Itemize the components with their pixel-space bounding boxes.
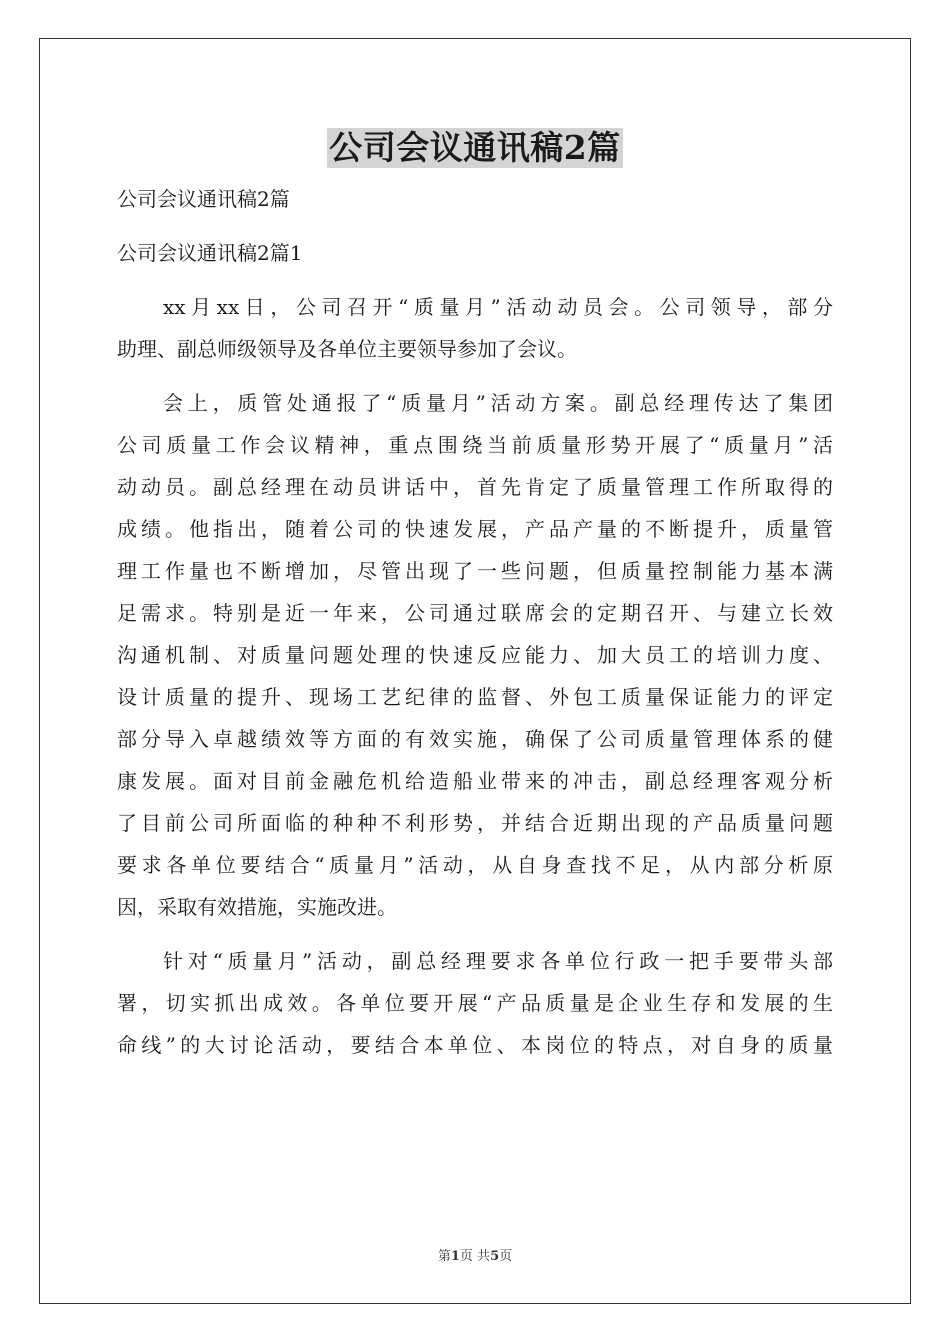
title-container [0,128,950,168]
paragraph-line: 成绩。他指出，随着公司的快速发展，产品产量的不断提升，质量管 [117,517,833,541]
paragraph-line: 动动员。副总经理在动员讲话中，首先肯定了质量管理工作所取得的 [117,475,833,499]
paragraph-line: xx月xx日，公司召开“质量月”活动动员会。公司领导，部分 [163,295,833,319]
paragraph-line: 命线”的大讨论活动，要结合本单位、本岗位的特点，对自身的质量 [117,1033,833,1057]
section-heading: 公司会议通讯稿2篇1 [117,241,303,265]
paragraph-line: 助理、副总师级领导及各单位主要领导参加了会议。 [117,337,577,361]
subtitle-line: 公司会议通讯稿2篇 [117,187,290,211]
paragraph-line: 康发展。面对目前金融危机给造船业带来的冲击，副总经理客观分析 [117,769,833,793]
paragraph-line: 署，切实抓出成效。各单位要开展“产品质量是企业生存和发展的生 [117,991,833,1015]
paragraph-line: 沟通机制、对质量问题处理的快速反应能力、加大员工的培训力度、 [117,643,833,667]
footer-page-suffix: 页 [499,1249,513,1264]
paragraph-line: 部分导入卓越绩效等方面的有效实施，确保了公司质量管理体系的健 [117,727,833,751]
paragraph-line: 会上，质管处通报了“质量月”活动方案。副总经理传达了集团 [163,391,833,415]
paragraph-line: 因，采取有效措施，实施改进。 [117,895,397,919]
paragraph [117,940,833,1066]
paragraph [117,286,833,370]
paragraph-line: 针对“质量月”活动，副总经理要求各单位行政一把手要带头部 [163,949,833,973]
document-title: 公司会议通讯稿2篇 [329,128,621,167]
footer-total-pages: 5 [490,1249,500,1264]
paragraph-container [117,286,833,1066]
footer-page-mid: 页 共 [459,1249,491,1264]
paragraph-line: 了目前公司所面临的种种不利形势，并结合近期出现的产品质量问题 [117,811,833,835]
document-body [117,178,833,1078]
footer-current-page: 1 [450,1249,460,1264]
paragraph-line: 要求各单位要结合“质量月”活动，从自身查找不足，从内部分析原 [117,853,833,877]
paragraph [117,382,833,928]
paragraph-line: 理工作量也不断增加，尽管出现了一些问题，但质量控制能力基本满 [117,559,833,583]
paragraph-line: 设计质量的提升、现场工艺纪律的监督、外包工质量保证能力的评定 [117,685,833,709]
paragraph-line: 公司质量工作会议精神，重点围绕当前质量形势开展了“质量月”活 [117,433,833,457]
paragraph-line: 足需求。特别是近一年来，公司通过联席会的定期召开、与建立长效 [117,601,833,625]
footer-page-prefix: 第 [437,1249,451,1264]
page-footer [0,1245,950,1264]
